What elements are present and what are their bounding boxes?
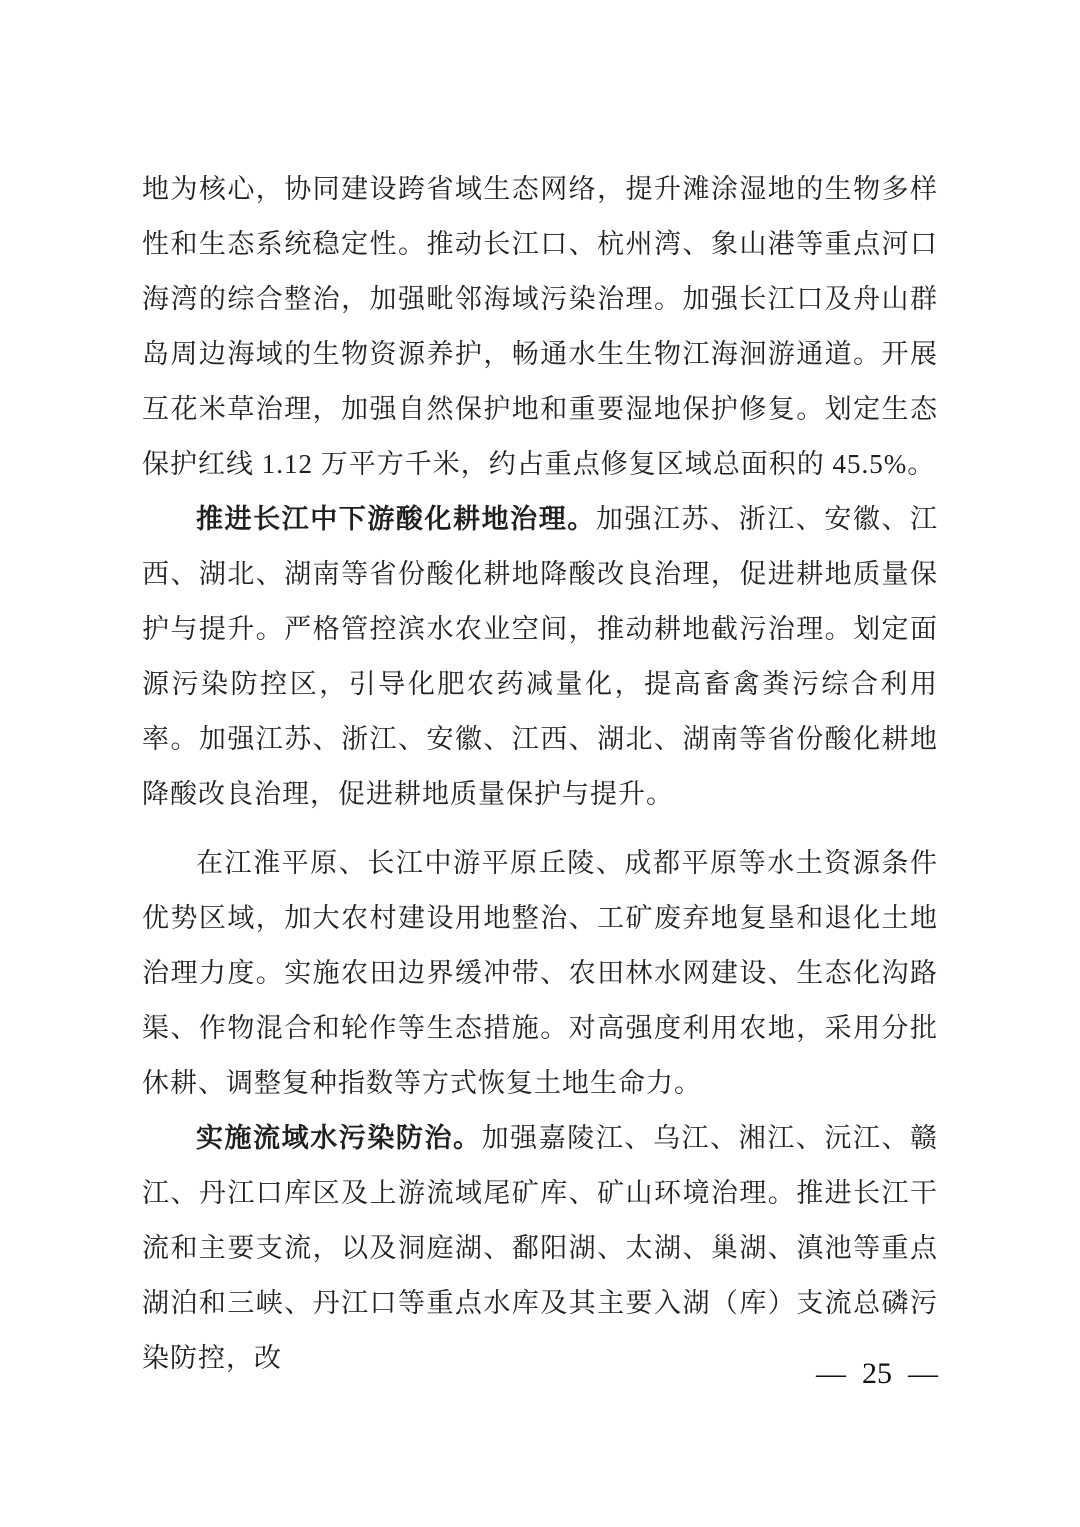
paragraph	[142, 1111, 938, 1386]
paragraph-text: 在江淮平原、长江中游平原丘陵、成都平原等水土资源条件优势区域，加大农村建设用地整治、工矿废弃地复垦和退化土地治理力度。实施农田边界缓冲带、农田林水网建设、生态化沟路渠、作物混合和轮作等生态措施。对高强度利用农地，采用分批休耕、调整复种指数等方式恢复土地生命力。	[142, 848, 938, 1098]
paragraph	[142, 162, 938, 492]
page-number: 25	[862, 1357, 892, 1390]
document-body	[142, 162, 938, 1386]
paragraph-lead-bold: 推进长江中下游酸化耕地治理。	[196, 504, 596, 534]
paragraph-lead-bold: 实施流域水污染防治。	[196, 1123, 482, 1153]
paragraph-text: 加强嘉陵江、乌江、湘江、沅江、赣江、丹江口库区及上游流域尾矿库、矿山环境治理。推进长江干流和主要支流，以及洞庭湖、鄱阳湖、太湖、巢湖、滇池等重点湖泊和三峡、丹江口等重点水库及其主要入湖（库）支流总磷污染防控，改	[142, 1123, 939, 1373]
paragraph-text: 地为核心，协同建设跨省域生态网络，提升滩涂湿地的生物多样性和生态系统稳定性。推动长江口、杭州湾、象山港等重点河口海湾的综合整治，加强毗邻海域污染治理。加强长江口及舟山群岛周边海域的生物资源养护，畅通水生生物江海洄游通道。开展互花米草治理，加强自然保护地和重要湿地保护修复。划定生态保护红线 1.12 万平方千米，约占重点修复区域总面积的 45.5%。	[142, 174, 938, 479]
paragraph	[142, 492, 938, 822]
footer-dash-left: —	[816, 1357, 846, 1390]
paragraph-text: 加强江苏、浙江、安徽、江西、湖北、湖南等省份酸化耕地降酸改良治理，促进耕地质量保护与提升。严格管控滨水农业空间，推动耕地截污治理。划定面源污染防控区，引导化肥农药减量化，提高畜禽粪污综合利用率。加强江苏、浙江、安徽、江西、湖北、湖南等省份酸化耕地降酸改良治理，促进耕地质量保护与提升。	[142, 504, 939, 809]
page-footer	[816, 1352, 938, 1396]
footer-dash-right: —	[908, 1357, 938, 1390]
paragraph	[142, 836, 938, 1111]
